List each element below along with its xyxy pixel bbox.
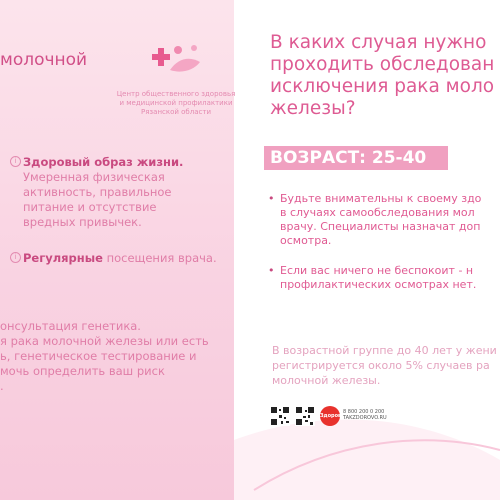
bullet-dot-icon: •	[268, 192, 275, 205]
genetics-line: мочь определить ваш риск	[0, 364, 165, 378]
brand-logo: Здоровье	[320, 406, 340, 426]
tip-line: вредных привычек.	[23, 215, 142, 229]
bullet-item	[268, 192, 482, 248]
tip-line: Умеренная физическая	[23, 170, 165, 184]
age-badge: ВОЗРАСТ: 25-40	[264, 146, 448, 170]
bullet-line: Будьте внимательны к своему здо	[280, 192, 482, 205]
organization-name	[116, 90, 236, 117]
bullet-line: профилактических осмотрах нет.	[280, 278, 477, 291]
genetics-line: ь, генетическое тестирование и	[0, 349, 197, 363]
genetics-line: онсультация генетика.	[0, 319, 141, 333]
tip-text: посещения врача.	[102, 251, 217, 265]
bullet-dot-icon: •	[268, 264, 275, 277]
org-line: и медицинской профилактики	[119, 99, 233, 107]
bullet-line: осмотра.	[280, 234, 332, 247]
footer-phone: 8 800 200 0 200	[343, 409, 385, 415]
org-line: Центр общественного здоровья	[116, 90, 236, 98]
bullet-line: в случаях самообследования мол	[280, 206, 475, 219]
note-line: молочной железы.	[272, 374, 381, 387]
footer-contacts	[343, 409, 387, 421]
health-center-logo-icon	[150, 40, 210, 80]
tip-line: питание и отсутствие	[23, 200, 157, 214]
org-line: Рязанской области	[141, 108, 211, 116]
tip-bold: Здоровый образ жизни.	[23, 155, 184, 169]
info-icon: i	[10, 252, 21, 263]
tip-bold: Регулярные	[23, 251, 103, 265]
question-line: проходить обследован	[270, 54, 495, 75]
decorative-swoosh	[234, 380, 500, 500]
qr-code-icon[interactable]	[295, 406, 315, 426]
statistics-note	[272, 343, 497, 388]
genetics-line: .	[0, 379, 4, 393]
info-icon: i	[10, 156, 21, 167]
footer-site[interactable]: TAKZDOROVO.RU	[343, 415, 387, 421]
genetics-line: я рака молочной железы или есть	[0, 334, 209, 348]
question-line: железы?	[270, 98, 356, 119]
question-line: В каких случая нужно	[270, 32, 487, 53]
bullet-line: Если вас ничего не беспокоит - н	[280, 264, 474, 277]
section-title: молочной	[0, 50, 88, 70]
note-line: В возрастной группе до 40 лет у жени	[272, 344, 497, 357]
qr-code-icon[interactable]	[270, 406, 290, 426]
genetics-paragraph	[0, 319, 230, 394]
bullet-line: врачу. Специалисты назначат доп	[280, 220, 481, 233]
bullet-item	[268, 264, 477, 292]
question-line: исключения рака моло	[270, 76, 495, 97]
tip-line: активность, правильное	[23, 185, 172, 199]
note-line: регистрируется около 5% случаев ра	[272, 359, 490, 372]
question-heading	[270, 32, 494, 120]
